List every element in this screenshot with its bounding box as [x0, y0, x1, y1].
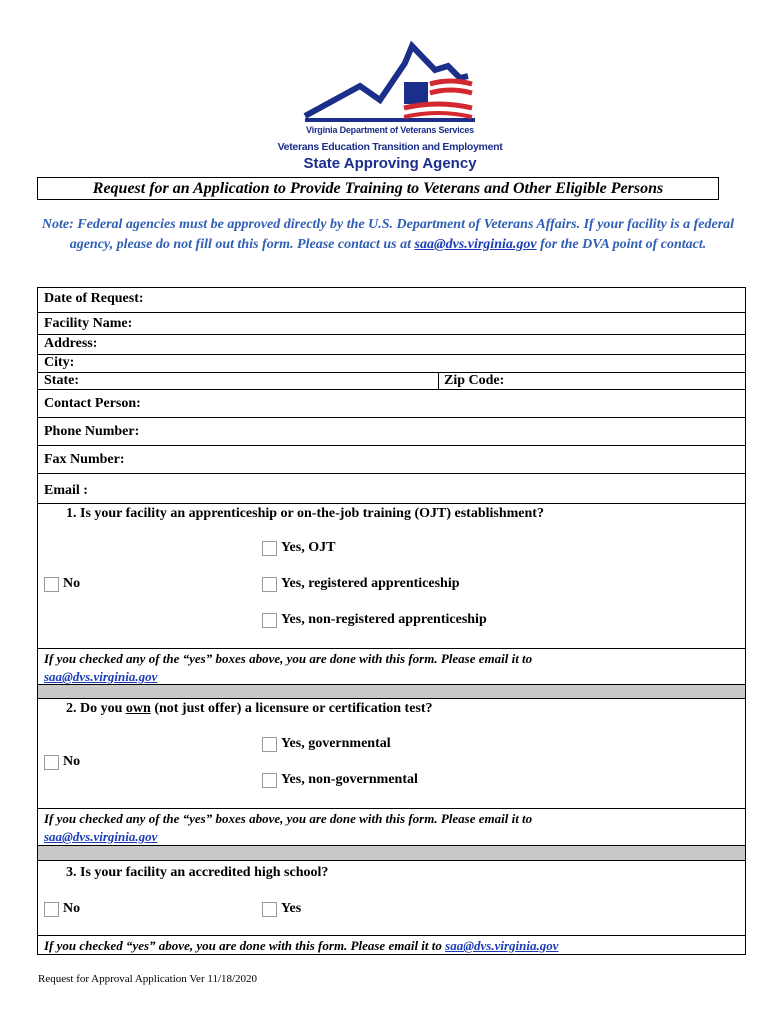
- q1-yes-ojt-checkbox[interactable]: [262, 541, 277, 556]
- q1-done-text: If you checked any of the “yes” boxes above, you are done with this form. Please email it to: [44, 651, 533, 666]
- state-zip-row[interactable]: [38, 372, 745, 389]
- q2-done-text: If you checked any of the “yes” boxes above, you are done with this form. Please email it to: [44, 811, 533, 826]
- q2-own: own: [125, 701, 151, 716]
- q1-yes-nonregistered-label: Yes, non-registered apprenticeship: [281, 612, 487, 627]
- q3-done-message: [44, 937, 559, 955]
- q1-no-label: No: [63, 576, 81, 591]
- virginia-map-flag-icon: [300, 38, 480, 126]
- question-1-section: [38, 503, 745, 648]
- city-label: City:: [44, 355, 75, 370]
- q1-no-option[interactable]: [44, 576, 80, 592]
- email-label: Email :: [44, 483, 88, 498]
- question-1: 1. Is your facility an apprenticeship or on-the-job training (OJT) establishment?: [66, 506, 544, 521]
- note-email-link[interactable]: saa@dvs.virginia.gov: [414, 237, 537, 252]
- q2-yes-nongovernmental-label: Yes, non-governmental: [281, 772, 418, 787]
- version-footer: Request for Approval Application Ver 11/18/2020: [38, 973, 258, 985]
- section-divider-1: [38, 684, 745, 699]
- address-row[interactable]: [38, 334, 745, 354]
- q3-yes-label: Yes: [281, 901, 302, 916]
- question-2-section: [38, 699, 745, 808]
- facility-label: Facility Name:: [44, 316, 133, 331]
- contact-label: Contact Person:: [44, 396, 141, 411]
- q2-rest: (not just offer) a licensure or certification test?: [150, 701, 433, 716]
- q3-no-option[interactable]: [44, 901, 80, 917]
- question-3-section: [38, 861, 745, 935]
- facility-row[interactable]: [38, 312, 745, 334]
- org-line-3: State Approving Agency: [303, 155, 477, 172]
- q1-yes-registered-label: Yes, registered apprenticeship: [281, 576, 460, 591]
- city-row[interactable]: [38, 354, 745, 372]
- phone-row[interactable]: [38, 417, 745, 445]
- date-label: Date of Request:: [44, 291, 144, 306]
- q2-no-option[interactable]: [44, 754, 80, 770]
- form-title: Request for an Application to Provide Training to Veterans and Other Eligible Persons: [37, 177, 719, 200]
- q2-yes-governmental-option[interactable]: [262, 736, 391, 752]
- q3-done-row: [38, 935, 745, 956]
- q2-no-label: No: [63, 754, 81, 769]
- q1-done-row: [38, 648, 745, 684]
- q3-yes-checkbox[interactable]: [262, 902, 277, 917]
- q2-number: 2. Do you: [66, 701, 126, 716]
- q3-yes-option[interactable]: [262, 901, 301, 917]
- q2-no-checkbox[interactable]: [44, 755, 59, 770]
- org-line-1: Virginia Department of Veterans Services: [306, 125, 474, 135]
- address-label: Address:: [44, 336, 98, 351]
- phone-label: Phone Number:: [44, 424, 140, 439]
- q1-yes-nonregistered-checkbox[interactable]: [262, 613, 277, 628]
- q1-yes-nonregistered-option[interactable]: [262, 612, 487, 628]
- date-row[interactable]: [38, 288, 745, 312]
- q2-yes-nongovernmental-option[interactable]: [262, 772, 418, 788]
- q3-done-email-link[interactable]: saa@dvs.virginia.gov: [445, 938, 559, 953]
- q3-done-text: If you checked “yes” above, you are done with this form. Please email it to: [44, 938, 446, 953]
- q1-done-message: [44, 650, 532, 686]
- fax-row[interactable]: [38, 445, 745, 473]
- note-text: Note: Federal agencies must be approved directly by the U.S. Department of Veterans Affairs. If your facility is a federal agency, please do not fill out this form. Please contact us at: [41, 217, 735, 252]
- q2-done-row: [38, 808, 745, 845]
- fax-label: Fax Number:: [44, 452, 125, 467]
- q2-yes-governmental-label: Yes, governmental: [281, 736, 391, 751]
- email-row[interactable]: [38, 473, 745, 503]
- question-3: 3. Is your facility an accredited high school?: [66, 865, 329, 880]
- q1-done-email-link[interactable]: saa@dvs.virginia.gov: [44, 669, 158, 684]
- q2-done-email-link[interactable]: saa@dvs.virginia.gov: [44, 829, 158, 844]
- note-text-end: for the DVA point of contact.: [536, 237, 707, 252]
- q3-no-checkbox[interactable]: [44, 902, 59, 917]
- question-2: [66, 701, 433, 717]
- zip-divider: [438, 373, 439, 389]
- q2-yes-nongovernmental-checkbox[interactable]: [262, 773, 277, 788]
- zip-label: Zip Code:: [444, 373, 505, 388]
- vdvs-logo: [270, 38, 510, 176]
- q1-yes-registered-option[interactable]: [262, 576, 460, 592]
- contact-row[interactable]: [38, 389, 745, 417]
- q1-no-checkbox[interactable]: [44, 577, 59, 592]
- q1-yes-ojt-label: Yes, OJT: [281, 540, 336, 555]
- q3-no-label: No: [63, 901, 81, 916]
- org-line-2: Veterans Education Transition and Employment: [277, 141, 503, 153]
- application-form: [37, 287, 746, 955]
- state-label: State:: [44, 373, 79, 388]
- q1-yes-ojt-option[interactable]: [262, 540, 335, 556]
- federal-note: [38, 215, 738, 255]
- q2-done-message: [44, 810, 532, 846]
- section-divider-2: [38, 845, 745, 861]
- q2-yes-governmental-checkbox[interactable]: [262, 737, 277, 752]
- q1-yes-registered-checkbox[interactable]: [262, 577, 277, 592]
